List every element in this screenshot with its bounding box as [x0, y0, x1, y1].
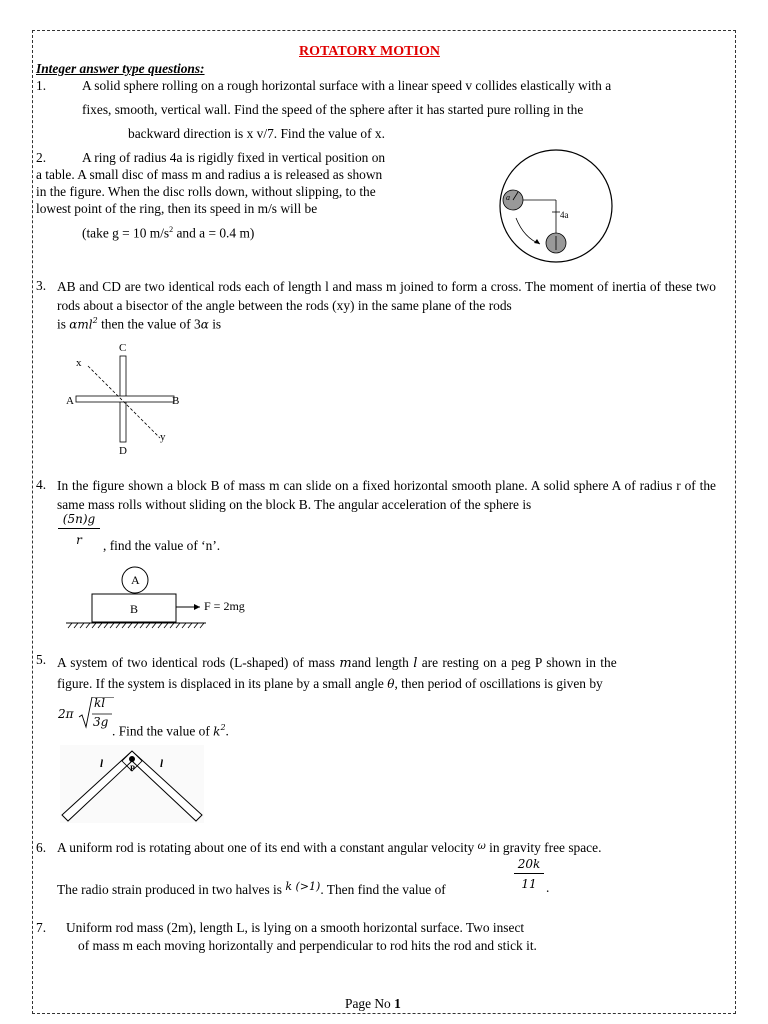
fraction: $\frac{(5n)g}{r}$ [58, 512, 100, 547]
block-sphere-figure [66, 566, 266, 632]
question-number: 7. [36, 920, 47, 935]
svg-text:P: P [130, 764, 135, 773]
question-line: lowest point of the ring, then its speed in m/s will be [36, 201, 318, 216]
question-line: a table. A small disc of mass m and radius a is released as shown [36, 167, 383, 182]
question-number: 4. [36, 477, 47, 492]
svg-text:4a: 4a [560, 210, 569, 220]
question-line: Uniform rod mass (2m), length L, is lying on a smooth horizontal surface. Two insect [66, 920, 525, 935]
question-line: The radio strain produced in two halves is $^{k (>1)}$. Then find the value of [57, 880, 446, 897]
question-line: A solid sphere rolling on a rough horizontal surface with a linear speed v collides elastically with a [82, 78, 612, 93]
question-number: 1. [36, 78, 47, 93]
question-number: 3. [36, 278, 47, 293]
question-line: is αml$^2$ then the value of 3α is [57, 316, 222, 332]
question-line: backward direction is x v/7. Find the value of x. [128, 126, 385, 141]
cross-rods-figure [62, 338, 192, 458]
question-line: . Find the value of $k^2$. [112, 723, 229, 739]
question-number: 6. [36, 840, 47, 855]
question-line: A uniform rod is rotating about one of its end with a constant angular velocity $^\omega$ in gravity free space. [57, 840, 602, 855]
question-line: figure. If the system is displaced in its plane by a small angle θ, then period of oscillations is given by [57, 676, 603, 691]
fraction: $\frac{20k}{11}$ [514, 857, 544, 891]
svg-text:F = 2mg: F = 2mg [204, 599, 245, 613]
question-line: A system of two identical rods (L-shaped) of mass mand length l are resting on a peg P shown in the [57, 655, 617, 671]
question-line: of mass m each moving horizontally and perpendicular to rod hits the rod and stick it. [78, 938, 537, 953]
svg-text:l: l [160, 758, 164, 770]
svg-text:y: y [160, 431, 166, 443]
section-subtitle: Integer answer type questions: [36, 61, 205, 76]
question-line: fixes, smooth, vertical wall. Find the speed of the sphere after it has started pure rolling in the [82, 102, 584, 117]
question-line: in the figure. When the disc rolls down, without slipping, to the [36, 184, 376, 199]
svg-text:l: l [100, 758, 104, 770]
question-given: (take g = 10 $m/s^2$ and a = 0.4 m) [82, 225, 255, 241]
question-number: 2. [36, 150, 47, 165]
page-footer: Page No 1 [345, 996, 401, 1011]
svg-text:C: C [119, 342, 127, 354]
question-number: 5. [36, 652, 47, 667]
question-text: In the figure shown a block B of mass m can slide on a fixed horizontal smooth plane. A solid sphere A of radius r of the same mass rolls without sliding on the block B. The angular acceleration of the sphere is [57, 478, 716, 512]
ring-disc-figure [498, 148, 614, 264]
punctuation: . [546, 880, 550, 895]
svg-text:a: a [506, 193, 510, 202]
question-line: , find the value of ‘n’. [103, 538, 221, 553]
svg-text:A: A [131, 573, 140, 587]
svg-text:B: B [172, 395, 180, 407]
page-title: ROTATORY MOTION [299, 44, 440, 59]
question-line: A ring of radius 4a is rigidly fixed in vertical position on [82, 150, 386, 165]
svg-text:x: x [76, 357, 82, 369]
svg-text:D: D [119, 445, 127, 457]
l-shaped-rods-figure [60, 745, 204, 823]
question-text: AB and CD are two identical rods each of length l and mass m joined to form a cross. The moment of inertia of these two rods about a bisector of the angle between the rods (xy) in the same plane of the rods [57, 279, 716, 313]
svg-text:B: B [130, 602, 139, 616]
svg-text:A: A [66, 395, 74, 407]
